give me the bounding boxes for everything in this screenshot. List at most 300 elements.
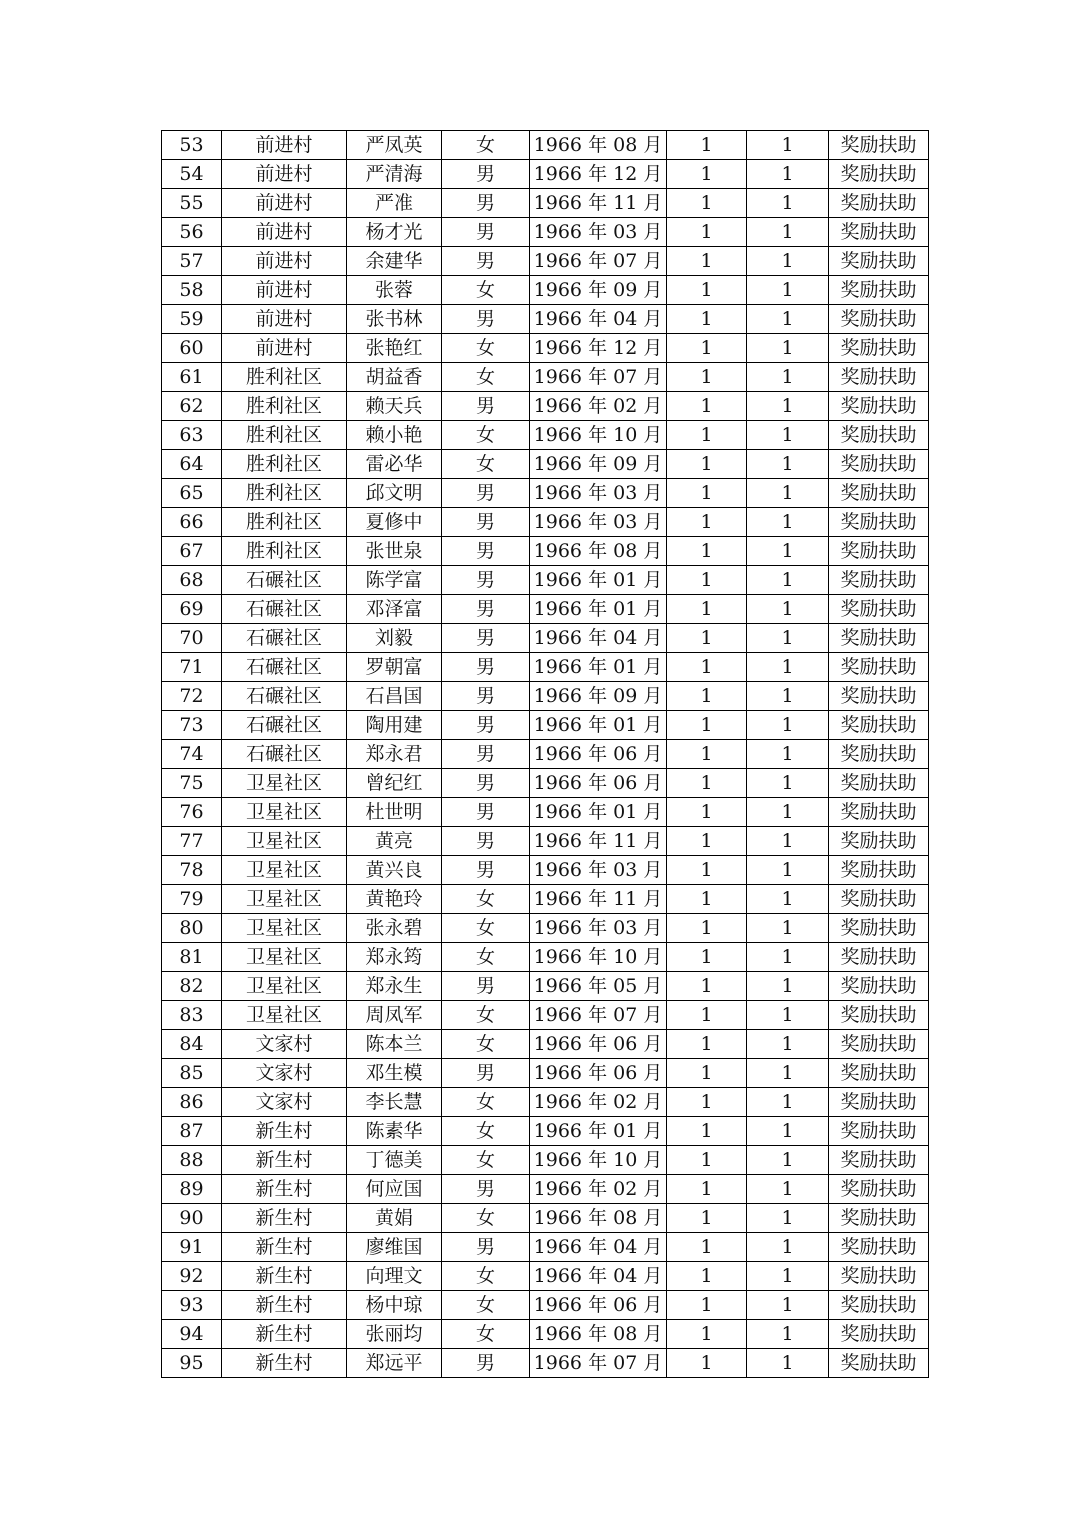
cell-gender: 男: [442, 972, 530, 1001]
cell-community: 前进村: [222, 160, 347, 189]
cell-support-type: 奖励扶助: [829, 450, 929, 479]
cell-count-b: 1: [747, 363, 829, 392]
cell-person-name: 何应国: [347, 1175, 442, 1204]
cell-community: 石碾社区: [222, 624, 347, 653]
cell-birth-month: 1966 年 01 月: [530, 1117, 667, 1146]
cell-birth-month: 1966 年 02 月: [530, 1175, 667, 1204]
cell-count-a: 1: [667, 1175, 747, 1204]
table-row: [162, 972, 929, 1001]
table-row: [162, 392, 929, 421]
cell-gender: 男: [442, 1349, 530, 1378]
cell-gender: 男: [442, 856, 530, 885]
cell-count-b: 1: [747, 479, 829, 508]
cell-count-b: 1: [747, 247, 829, 276]
cell-support-type: 奖励扶助: [829, 537, 929, 566]
cell-support-type: 奖励扶助: [829, 798, 929, 827]
cell-support-type: 奖励扶助: [829, 595, 929, 624]
cell-index: 61: [162, 363, 222, 392]
cell-community: 石碾社区: [222, 566, 347, 595]
cell-count-b: 1: [747, 595, 829, 624]
cell-birth-month: 1966 年 08 月: [530, 1320, 667, 1349]
cell-gender: 男: [442, 827, 530, 856]
table-row: [162, 218, 929, 247]
cell-support-type: 奖励扶助: [829, 1291, 929, 1320]
cell-gender: 男: [442, 247, 530, 276]
cell-gender: 女: [442, 1030, 530, 1059]
table-row: [162, 595, 929, 624]
cell-gender: 女: [442, 276, 530, 305]
cell-index: 91: [162, 1233, 222, 1262]
cell-index: 63: [162, 421, 222, 450]
cell-community: 石碾社区: [222, 595, 347, 624]
cell-support-type: 奖励扶助: [829, 972, 929, 1001]
cell-birth-month: 1966 年 12 月: [530, 334, 667, 363]
cell-birth-month: 1966 年 06 月: [530, 740, 667, 769]
cell-index: 73: [162, 711, 222, 740]
cell-count-a: 1: [667, 305, 747, 334]
cell-community: 新生村: [222, 1204, 347, 1233]
cell-count-b: 1: [747, 914, 829, 943]
cell-birth-month: 1966 年 06 月: [530, 769, 667, 798]
cell-count-a: 1: [667, 1204, 747, 1233]
cell-community: 胜利社区: [222, 421, 347, 450]
cell-count-b: 1: [747, 1088, 829, 1117]
cell-count-a: 1: [667, 1291, 747, 1320]
cell-birth-month: 1966 年 08 月: [530, 131, 667, 160]
cell-count-a: 1: [667, 566, 747, 595]
cell-community: 胜利社区: [222, 363, 347, 392]
cell-index: 89: [162, 1175, 222, 1204]
cell-community: 文家村: [222, 1030, 347, 1059]
cell-gender: 男: [442, 218, 530, 247]
cell-count-a: 1: [667, 334, 747, 363]
cell-index: 92: [162, 1262, 222, 1291]
cell-support-type: 奖励扶助: [829, 1262, 929, 1291]
cell-support-type: 奖励扶助: [829, 885, 929, 914]
cell-community: 新生村: [222, 1349, 347, 1378]
table-row: [162, 1175, 929, 1204]
cell-birth-month: 1966 年 04 月: [530, 305, 667, 334]
cell-gender: 男: [442, 682, 530, 711]
cell-gender: 男: [442, 305, 530, 334]
cell-person-name: 杨才光: [347, 218, 442, 247]
table-row: [162, 624, 929, 653]
cell-gender: 男: [442, 740, 530, 769]
cell-birth-month: 1966 年 07 月: [530, 363, 667, 392]
cell-birth-month: 1966 年 01 月: [530, 798, 667, 827]
cell-index: 62: [162, 392, 222, 421]
cell-birth-month: 1966 年 02 月: [530, 392, 667, 421]
cell-count-a: 1: [667, 1001, 747, 1030]
cell-count-b: 1: [747, 1233, 829, 1262]
cell-count-b: 1: [747, 885, 829, 914]
cell-community: 卫星社区: [222, 1001, 347, 1030]
cell-gender: 男: [442, 479, 530, 508]
cell-index: 71: [162, 653, 222, 682]
table-row: [162, 682, 929, 711]
cell-index: 82: [162, 972, 222, 1001]
cell-community: 卫星社区: [222, 943, 347, 972]
cell-birth-month: 1966 年 12 月: [530, 160, 667, 189]
cell-community: 石碾社区: [222, 711, 347, 740]
table-row: [162, 1146, 929, 1175]
cell-support-type: 奖励扶助: [829, 943, 929, 972]
cell-birth-month: 1966 年 04 月: [530, 1262, 667, 1291]
cell-community: 新生村: [222, 1233, 347, 1262]
cell-person-name: 丁德美: [347, 1146, 442, 1175]
table-row: [162, 363, 929, 392]
cell-count-a: 1: [667, 1117, 747, 1146]
cell-index: 79: [162, 885, 222, 914]
cell-gender: 女: [442, 1117, 530, 1146]
cell-birth-month: 1966 年 01 月: [530, 566, 667, 595]
cell-person-name: 黄亮: [347, 827, 442, 856]
table-row: [162, 1233, 929, 1262]
cell-count-a: 1: [667, 1059, 747, 1088]
cell-count-a: 1: [667, 1349, 747, 1378]
cell-gender: 女: [442, 363, 530, 392]
cell-gender: 男: [442, 595, 530, 624]
cell-community: 前进村: [222, 276, 347, 305]
cell-gender: 男: [442, 769, 530, 798]
cell-person-name: 向理文: [347, 1262, 442, 1291]
cell-birth-month: 1966 年 06 月: [530, 1059, 667, 1088]
cell-person-name: 陈本兰: [347, 1030, 442, 1059]
roster-table: [161, 130, 929, 1378]
cell-support-type: 奖励扶助: [829, 421, 929, 450]
table-row: [162, 1117, 929, 1146]
cell-count-b: 1: [747, 334, 829, 363]
cell-count-a: 1: [667, 682, 747, 711]
cell-count-a: 1: [667, 1320, 747, 1349]
table-row: [162, 856, 929, 885]
cell-gender: 男: [442, 189, 530, 218]
cell-count-b: 1: [747, 769, 829, 798]
cell-community: 新生村: [222, 1262, 347, 1291]
cell-support-type: 奖励扶助: [829, 1175, 929, 1204]
cell-count-b: 1: [747, 160, 829, 189]
cell-count-b: 1: [747, 682, 829, 711]
cell-gender: 女: [442, 1291, 530, 1320]
cell-index: 68: [162, 566, 222, 595]
cell-community: 前进村: [222, 189, 347, 218]
table-row: [162, 740, 929, 769]
cell-community: 新生村: [222, 1146, 347, 1175]
cell-birth-month: 1966 年 01 月: [530, 711, 667, 740]
cell-index: 76: [162, 798, 222, 827]
cell-count-a: 1: [667, 189, 747, 218]
cell-birth-month: 1966 年 10 月: [530, 1146, 667, 1175]
cell-person-name: 李长慧: [347, 1088, 442, 1117]
cell-support-type: 奖励扶助: [829, 740, 929, 769]
cell-count-b: 1: [747, 392, 829, 421]
cell-count-b: 1: [747, 1320, 829, 1349]
cell-person-name: 杨中琼: [347, 1291, 442, 1320]
cell-index: 66: [162, 508, 222, 537]
cell-person-name: 罗朝富: [347, 653, 442, 682]
cell-count-a: 1: [667, 1233, 747, 1262]
cell-count-b: 1: [747, 1262, 829, 1291]
cell-gender: 男: [442, 392, 530, 421]
table-row: [162, 276, 929, 305]
cell-community: 新生村: [222, 1175, 347, 1204]
cell-gender: 男: [442, 798, 530, 827]
cell-person-name: 严清海: [347, 160, 442, 189]
cell-index: 59: [162, 305, 222, 334]
cell-index: 65: [162, 479, 222, 508]
cell-count-a: 1: [667, 653, 747, 682]
cell-count-a: 1: [667, 537, 747, 566]
cell-support-type: 奖励扶助: [829, 508, 929, 537]
cell-gender: 女: [442, 1146, 530, 1175]
cell-support-type: 奖励扶助: [829, 566, 929, 595]
cell-person-name: 郑永生: [347, 972, 442, 1001]
cell-birth-month: 1966 年 03 月: [530, 218, 667, 247]
cell-count-b: 1: [747, 421, 829, 450]
cell-index: 86: [162, 1088, 222, 1117]
cell-birth-month: 1966 年 06 月: [530, 1030, 667, 1059]
cell-support-type: 奖励扶助: [829, 479, 929, 508]
table-row: [162, 1291, 929, 1320]
cell-community: 胜利社区: [222, 479, 347, 508]
cell-birth-month: 1966 年 08 月: [530, 537, 667, 566]
table-row: [162, 1001, 929, 1030]
cell-support-type: 奖励扶助: [829, 1233, 929, 1262]
cell-community: 新生村: [222, 1117, 347, 1146]
table-row: [162, 885, 929, 914]
cell-index: 77: [162, 827, 222, 856]
cell-gender: 女: [442, 131, 530, 160]
cell-person-name: 余建华: [347, 247, 442, 276]
cell-support-type: 奖励扶助: [829, 218, 929, 247]
cell-person-name: 石昌国: [347, 682, 442, 711]
cell-count-b: 1: [747, 1117, 829, 1146]
table-row: [162, 334, 929, 363]
cell-count-a: 1: [667, 624, 747, 653]
cell-person-name: 陶用建: [347, 711, 442, 740]
cell-count-a: 1: [667, 595, 747, 624]
cell-community: 胜利社区: [222, 450, 347, 479]
cell-gender: 男: [442, 160, 530, 189]
table-row: [162, 247, 929, 276]
cell-community: 卫星社区: [222, 856, 347, 885]
cell-gender: 女: [442, 885, 530, 914]
table-row: [162, 914, 929, 943]
cell-count-b: 1: [747, 1175, 829, 1204]
cell-count-b: 1: [747, 1349, 829, 1378]
cell-support-type: 奖励扶助: [829, 305, 929, 334]
cell-person-name: 张丽均: [347, 1320, 442, 1349]
table-row: [162, 653, 929, 682]
cell-count-a: 1: [667, 131, 747, 160]
cell-birth-month: 1966 年 09 月: [530, 276, 667, 305]
cell-index: 57: [162, 247, 222, 276]
table-row: [162, 508, 929, 537]
cell-count-a: 1: [667, 827, 747, 856]
cell-support-type: 奖励扶助: [829, 1001, 929, 1030]
cell-gender: 男: [442, 566, 530, 595]
cell-person-name: 邓生模: [347, 1059, 442, 1088]
cell-index: 78: [162, 856, 222, 885]
cell-community: 胜利社区: [222, 508, 347, 537]
cell-birth-month: 1966 年 07 月: [530, 1349, 667, 1378]
cell-community: 文家村: [222, 1088, 347, 1117]
cell-count-a: 1: [667, 479, 747, 508]
cell-support-type: 奖励扶助: [829, 653, 929, 682]
cell-gender: 女: [442, 914, 530, 943]
cell-support-type: 奖励扶助: [829, 1320, 929, 1349]
cell-count-b: 1: [747, 508, 829, 537]
cell-community: 前进村: [222, 305, 347, 334]
cell-person-name: 廖维国: [347, 1233, 442, 1262]
cell-person-name: 张蓉: [347, 276, 442, 305]
cell-index: 64: [162, 450, 222, 479]
cell-person-name: 陈素华: [347, 1117, 442, 1146]
cell-community: 卫星社区: [222, 769, 347, 798]
cell-count-b: 1: [747, 798, 829, 827]
cell-person-name: 严凤英: [347, 131, 442, 160]
cell-gender: 女: [442, 334, 530, 363]
cell-support-type: 奖励扶助: [829, 131, 929, 160]
cell-gender: 男: [442, 508, 530, 537]
table-row: [162, 1204, 929, 1233]
cell-birth-month: 1966 年 05 月: [530, 972, 667, 1001]
table-row: [162, 450, 929, 479]
cell-count-a: 1: [667, 711, 747, 740]
cell-community: 卫星社区: [222, 885, 347, 914]
cell-gender: 男: [442, 653, 530, 682]
cell-birth-month: 1966 年 10 月: [530, 943, 667, 972]
cell-birth-month: 1966 年 10 月: [530, 421, 667, 450]
cell-gender: 男: [442, 537, 530, 566]
cell-support-type: 奖励扶助: [829, 1204, 929, 1233]
cell-index: 74: [162, 740, 222, 769]
cell-count-a: 1: [667, 160, 747, 189]
cell-count-b: 1: [747, 972, 829, 1001]
cell-birth-month: 1966 年 02 月: [530, 1088, 667, 1117]
cell-count-a: 1: [667, 218, 747, 247]
cell-index: 56: [162, 218, 222, 247]
table-row: [162, 1320, 929, 1349]
cell-birth-month: 1966 年 11 月: [530, 827, 667, 856]
cell-index: 70: [162, 624, 222, 653]
cell-birth-month: 1966 年 06 月: [530, 1291, 667, 1320]
cell-count-a: 1: [667, 769, 747, 798]
cell-gender: 男: [442, 1175, 530, 1204]
cell-support-type: 奖励扶助: [829, 682, 929, 711]
cell-index: 84: [162, 1030, 222, 1059]
cell-gender: 男: [442, 1233, 530, 1262]
cell-person-name: 郑永筠: [347, 943, 442, 972]
cell-gender: 女: [442, 1001, 530, 1030]
cell-count-b: 1: [747, 1030, 829, 1059]
cell-index: 81: [162, 943, 222, 972]
cell-count-a: 1: [667, 421, 747, 450]
table-row: [162, 769, 929, 798]
cell-gender: 女: [442, 1088, 530, 1117]
cell-support-type: 奖励扶助: [829, 1088, 929, 1117]
cell-index: 67: [162, 537, 222, 566]
table-row: [162, 189, 929, 218]
cell-count-b: 1: [747, 305, 829, 334]
cell-support-type: 奖励扶助: [829, 160, 929, 189]
cell-support-type: 奖励扶助: [829, 856, 929, 885]
cell-birth-month: 1966 年 03 月: [530, 856, 667, 885]
cell-support-type: 奖励扶助: [829, 827, 929, 856]
cell-birth-month: 1966 年 11 月: [530, 189, 667, 218]
cell-count-b: 1: [747, 740, 829, 769]
cell-support-type: 奖励扶助: [829, 624, 929, 653]
cell-index: 75: [162, 769, 222, 798]
cell-count-b: 1: [747, 218, 829, 247]
table-row: [162, 160, 929, 189]
cell-count-b: 1: [747, 1001, 829, 1030]
cell-count-b: 1: [747, 856, 829, 885]
cell-birth-month: 1966 年 03 月: [530, 914, 667, 943]
cell-count-b: 1: [747, 711, 829, 740]
cell-person-name: 刘毅: [347, 624, 442, 653]
table-row: [162, 131, 929, 160]
cell-gender: 男: [442, 624, 530, 653]
cell-community: 文家村: [222, 1059, 347, 1088]
cell-birth-month: 1966 年 03 月: [530, 508, 667, 537]
cell-birth-month: 1966 年 07 月: [530, 247, 667, 276]
cell-community: 石碾社区: [222, 653, 347, 682]
cell-index: 83: [162, 1001, 222, 1030]
table-row: [162, 1059, 929, 1088]
cell-count-b: 1: [747, 1146, 829, 1175]
cell-support-type: 奖励扶助: [829, 334, 929, 363]
cell-community: 前进村: [222, 218, 347, 247]
cell-community: 卫星社区: [222, 798, 347, 827]
cell-gender: 女: [442, 421, 530, 450]
table-row: [162, 1088, 929, 1117]
cell-person-name: 周凤军: [347, 1001, 442, 1030]
cell-birth-month: 1966 年 01 月: [530, 595, 667, 624]
cell-count-a: 1: [667, 856, 747, 885]
cell-count-a: 1: [667, 972, 747, 1001]
cell-birth-month: 1966 年 09 月: [530, 682, 667, 711]
cell-person-name: 张书林: [347, 305, 442, 334]
cell-count-a: 1: [667, 450, 747, 479]
cell-index: 58: [162, 276, 222, 305]
cell-person-name: 胡益香: [347, 363, 442, 392]
cell-community: 新生村: [222, 1320, 347, 1349]
cell-gender: 男: [442, 1059, 530, 1088]
cell-gender: 女: [442, 450, 530, 479]
cell-count-b: 1: [747, 276, 829, 305]
cell-index: 93: [162, 1291, 222, 1320]
cell-community: 胜利社区: [222, 392, 347, 421]
cell-support-type: 奖励扶助: [829, 392, 929, 421]
table-row: [162, 537, 929, 566]
cell-gender: 女: [442, 1262, 530, 1291]
cell-count-a: 1: [667, 943, 747, 972]
cell-community: 前进村: [222, 334, 347, 363]
cell-count-a: 1: [667, 363, 747, 392]
cell-birth-month: 1966 年 03 月: [530, 479, 667, 508]
cell-count-a: 1: [667, 1146, 747, 1175]
table-row: [162, 1262, 929, 1291]
cell-person-name: 黄艳玲: [347, 885, 442, 914]
table-row: [162, 566, 929, 595]
cell-support-type: 奖励扶助: [829, 1146, 929, 1175]
cell-person-name: 黄娟: [347, 1204, 442, 1233]
cell-person-name: 曾纪红: [347, 769, 442, 798]
cell-index: 55: [162, 189, 222, 218]
cell-person-name: 邓泽富: [347, 595, 442, 624]
cell-person-name: 杜世明: [347, 798, 442, 827]
